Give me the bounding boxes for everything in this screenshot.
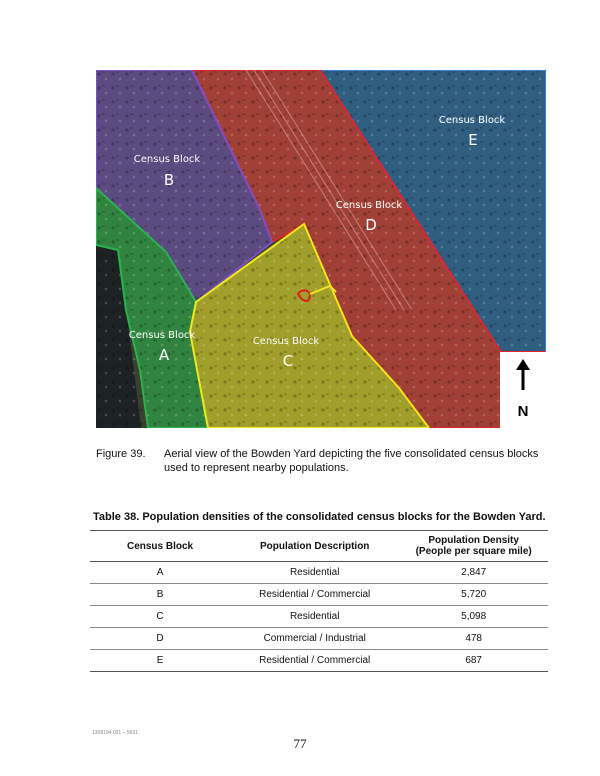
cell-density: 478 — [399, 628, 548, 650]
cell-density: 2,847 — [399, 562, 548, 584]
figure-caption — [96, 447, 546, 475]
cell-density: 5,720 — [399, 584, 548, 606]
cell-block: B — [90, 584, 230, 606]
cell-description: Residential — [230, 562, 399, 584]
cell-density: 687 — [399, 650, 548, 672]
label-d-letter: D — [365, 216, 377, 234]
header-population-density — [399, 531, 548, 562]
aerial-map — [96, 70, 546, 428]
header-census-block: Census Block — [90, 531, 230, 562]
label-d-title: Census Block — [335, 200, 403, 211]
label-b-letter: B — [163, 171, 175, 189]
table-title: Table 38. Population densities of the consolidated census blocks for the Bowden Yard. — [93, 511, 546, 523]
figure-caption-number: Figure 39. — [96, 448, 146, 460]
aerial-map-figure — [96, 70, 546, 428]
label-b-title: Census Block — [133, 154, 201, 165]
table-row — [90, 584, 548, 606]
label-a-letter: A — [158, 346, 170, 364]
cell-block: C — [90, 606, 230, 628]
population-density-table — [90, 530, 548, 672]
header-density-line2: (People per square mile) — [415, 546, 532, 557]
label-e-title: Census Block — [438, 115, 506, 126]
document-id: 1308194.001 – 5691 — [92, 730, 138, 736]
table-row — [90, 606, 548, 628]
cell-block: E — [90, 650, 230, 672]
cell-description: Residential — [230, 606, 399, 628]
cell-description: Residential / Commercial — [230, 584, 399, 606]
label-e-letter: E — [468, 131, 478, 149]
label-c-title: Census Block — [252, 336, 320, 347]
cell-description: Residential / Commercial — [230, 650, 399, 672]
cell-block: D — [90, 628, 230, 650]
figure-caption-text: Aerial view of the Bowden Yard depicting the five consolidated census blocks used to represent nearby populations. — [164, 448, 539, 474]
cell-description: Commercial / Industrial — [230, 628, 399, 650]
cell-block: A — [90, 562, 230, 584]
table-row — [90, 628, 548, 650]
label-c-letter: C — [282, 352, 294, 370]
cell-density: 5,098 — [399, 606, 548, 628]
table-row — [90, 650, 548, 672]
header-density-line1: Population Density — [428, 535, 519, 546]
table-row — [90, 562, 548, 584]
north-arrow — [500, 352, 546, 428]
north-arrow-label: N — [517, 403, 529, 420]
table-header-row — [90, 531, 548, 562]
header-population-description: Population Description — [230, 531, 399, 562]
page-number: 77 — [293, 736, 307, 751]
label-a-title: Census Block — [128, 330, 196, 341]
